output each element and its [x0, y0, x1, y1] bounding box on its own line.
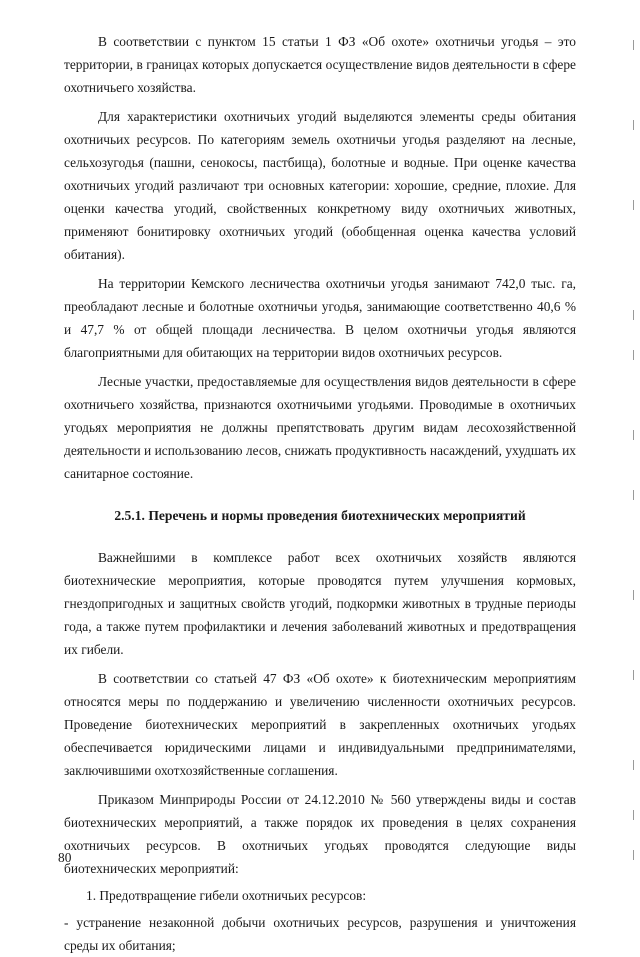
bullet-item-illegal-hunting: - устранение незаконной добычи охотничьих ресурсов, разрушения и уничтожения среды их обитания; [64, 915, 576, 953]
section-heading: 2.5.1. Перечень и нормы проведения биотехнических мероприятий [114, 508, 526, 523]
paragraph-biotechnical-importance: Важнейшими в комплексе работ всех охотничьих хозяйств являются биотехнические мероприятия, которые проводятся путем улучшения кормовых, гнездопригодных и защитных свойств угодий, подкормки животных в трудные периоды года, а также путем профилактики и лечения заболеваний животных и предотвращения их гибели. [64, 550, 576, 657]
paragraph-kem-forestry: На территории Кемского лесничества охотничьи угодья занимают 742,0 тыс. га, преобладают лесные и болотные охотничьи угодья, занимающие соответственно 40,6 % и 47,7 % от общей площади лесничества. В целом охотничьи угодья являются благоприятными для обитающих на территории видов охотничьих ресурсов. [64, 276, 576, 360]
paragraph-article-47: В соответствии со статьей 47 ФЗ «Об охоте» к биотехническим мероприятиям относятся меры по поддержанию и увеличению численности охотничьих ресурсов. Проведение биотехнических мероприятий в закрепленных охотничьих угодьях обеспечивается юридическими лицами и индивидуальными предпринимателями, заключившими охотхозяйственные соглашения. [64, 671, 576, 778]
scan-edge-marks [628, 20, 634, 880]
paragraph-forest-plots: Лесные участки, предоставляемые для осуществления видов деятельности в сфере охотничьего хозяйства, признаются охотничьими угодьями. Проводимые в охотничьих угодьях мероприятия не должны препятствовать другим видам лесохозяйственной деятельности и использованию лесов, снижать продуктивность насаждений, ухудшать их санитарное состояние. [64, 374, 576, 481]
paragraph-order-560: Приказом Минприроды России от 24.12.2010 № 560 утверждены виды и состав биотехнических мероприятий, а также порядок их проведения в целях сохранения охотничьих ресурсов. В охотничьих угодьях проводятся следующие виды биотехнических мероприятий: [64, 792, 576, 876]
paragraph-grounds-characteristics: Для характеристики охотничьих угодий выделяются элементы среды обитания охотничьих ресурсов. По категориям земель охотничьи угодья разделяют на лесные, сельхозугодья (пашни, сенокосы, пастбища), болотные и водные. При оценке качества охотничьих угодий различают три основных категории: хорошие, средние, плохие. Для оценки качества угодий, свойственных конкретному виду охотничьих животных, применяют бонитировку охотничьих угодий (обобщенная оценка качества условий обитания). [64, 109, 576, 262]
paragraph-hunting-grounds-definition: В соответствии с пунктом 15 статьи 1 ФЗ «Об охоте» охотничьи угодья – это территории, в границах которых допускается осуществление видов деятельности в сфере охотничьего хозяйства. [64, 34, 576, 95]
page-number: 80 [58, 850, 72, 865]
document-body [64, 30, 576, 957]
list-item-prevention: 1. Предотвращение гибели охотничьих ресурсов: [86, 888, 367, 903]
